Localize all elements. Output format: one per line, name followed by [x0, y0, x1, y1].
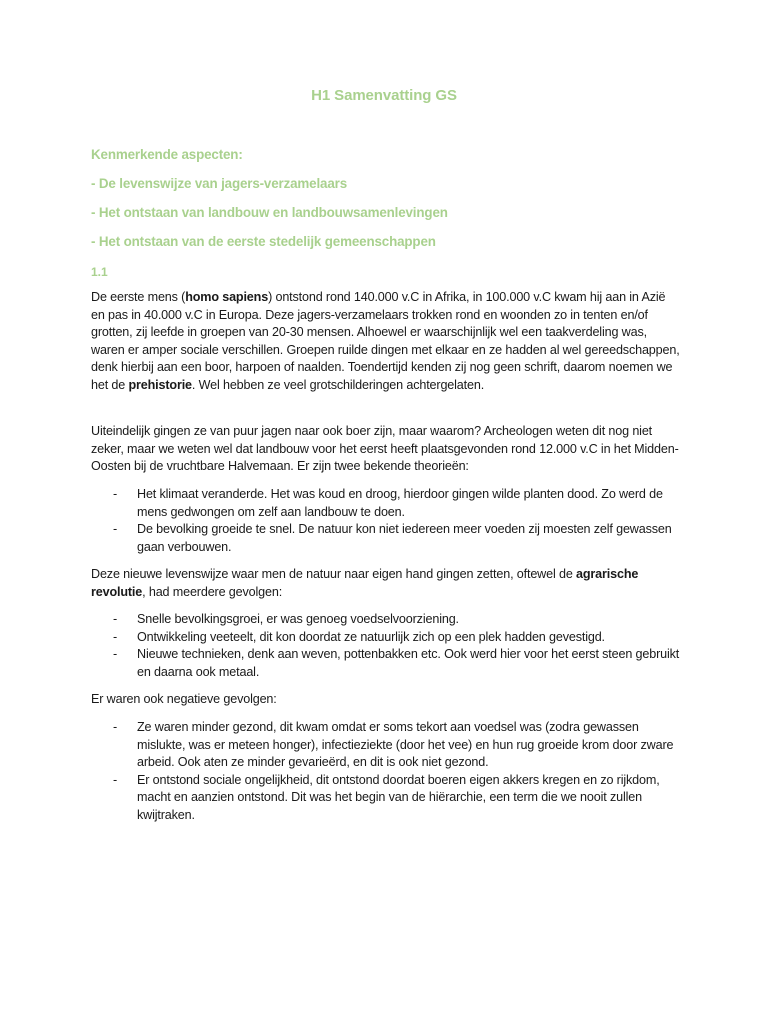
bullet-dash: - — [113, 629, 118, 644]
consequences-list — [91, 611, 681, 681]
bullet-dash: - — [113, 720, 118, 734]
list-item: - Het klimaat veranderde. Het was koud en droog, hierdoor gingen wilde planten dood. Zo werd de mens gedwongen om zelf aan landbouw te doen. — [113, 487, 663, 519]
paragraph-revolution: Deze nieuwe levenswijze waar men de natuur naar eigen hand gingen zetten, oftewel de agrarische revolutie, had meerdere gevolgen: — [91, 567, 639, 599]
list-item: - Ze waren minder gezond, dit kwam omdat er soms tekort aan voedsel was (zodra gewassen mislukte, was er meteen honger), infectieziekte (door het vee) en hun rug groeide krom door zware arbeid. Ook aten ze minder gevarieërd, en dit is ook niet gezond. — [113, 720, 674, 770]
theories-list — [91, 486, 681, 556]
paragraph-prehistory: De eerste mens (homo sapiens) ontstond rond 140.000 v.C in Afrika, in 100.000 v.C kwam hij aan in Azië en pas in 40.000 v.C in Europa. Deze jagers-verzamelaars trokken rond en woonden zo in tenten en/of grotten, zij leefde in groepen van 20-30 mensen. Alhoewel er waarschijnlijk wel een taakverdeling was, waren er amper sociale verschillen. Groepen ruilde dingen met elkaar en ze hadden al wel gereedschappen, denk hierbij aan een boor, harpoen of naalden. Toendertijd kenden zij nog geen schrift, daarom noemen we het de prehistorie. Wel hebben ze veel grotschilderingen achtergelaten. — [91, 290, 680, 392]
bullet-dash: - — [113, 647, 118, 662]
paragraph-negatives: Er waren ook negatieve gevolgen: — [91, 692, 277, 706]
bullet-dash: - — [113, 487, 118, 501]
bullet-dash: - — [113, 772, 118, 787]
term-agrarische-revolutie: agrarische revolutie — [91, 567, 639, 599]
bullet-dash: - — [113, 522, 118, 537]
paragraph-agriculture: Uiteindelijk gingen ze van puur jagen naar ook boer zijn, maar waarom? Archeologen weten dit nog niet zeker, maar we weten wel dat landbouw voor het eerst heeft plaatsgevonden rond 12.000 v.C in het Midden-Oosten bij de vruchtbare Halvemaan. Er zijn twee bekende theorieën: — [91, 424, 679, 474]
term-homo-sapiens: homo sapiens — [185, 290, 269, 304]
document-title: H1 Samenvatting GS — [311, 87, 457, 104]
bullet-dash: - — [113, 612, 118, 626]
aspect-item: - Het ontstaan van landbouw en landbouwsamenlevingen — [91, 205, 448, 220]
term-prehistorie: prehistorie — [128, 377, 192, 392]
list-item: - Er ontstond sociale ongelijkheid, dit ontstond doordat boeren eigen akkers kregen en zo rijkdom, macht en aanzien ontstond. Dit was het begin van de hiërarchie, een term die we nooit zullen kwijtraken. — [113, 772, 660, 822]
negatives-list — [91, 719, 681, 825]
list-item: - Ontwikkeling veeteelt, dit kon doordat ze natuurlijk zich op een plek hadden gevestigd. — [91, 629, 681, 647]
aspect-item: - De levenswijze van jagers-verzamelaars — [91, 176, 348, 191]
list-item: - Snelle bevolkingsgroei, er was genoeg voedselvoorziening. — [91, 611, 681, 629]
list-item: - Nieuwe technieken, denk aan weven, pottenbakken etc. Ook werd hier voor het eerst steen gebruikt en daarna ook metaal. — [113, 647, 680, 679]
list-item: - De bevolking groeide te snel. De natuur kon niet iedereen meer voeden zij moesten zelf gewassen gaan verbouwen. — [113, 522, 672, 554]
aspects-heading: Kenmerkende aspecten: — [91, 147, 243, 162]
aspect-item: - Het ontstaan van de eerste stedelijk gemeenschappen — [91, 234, 436, 249]
section-label: 1.1 — [91, 265, 108, 279]
